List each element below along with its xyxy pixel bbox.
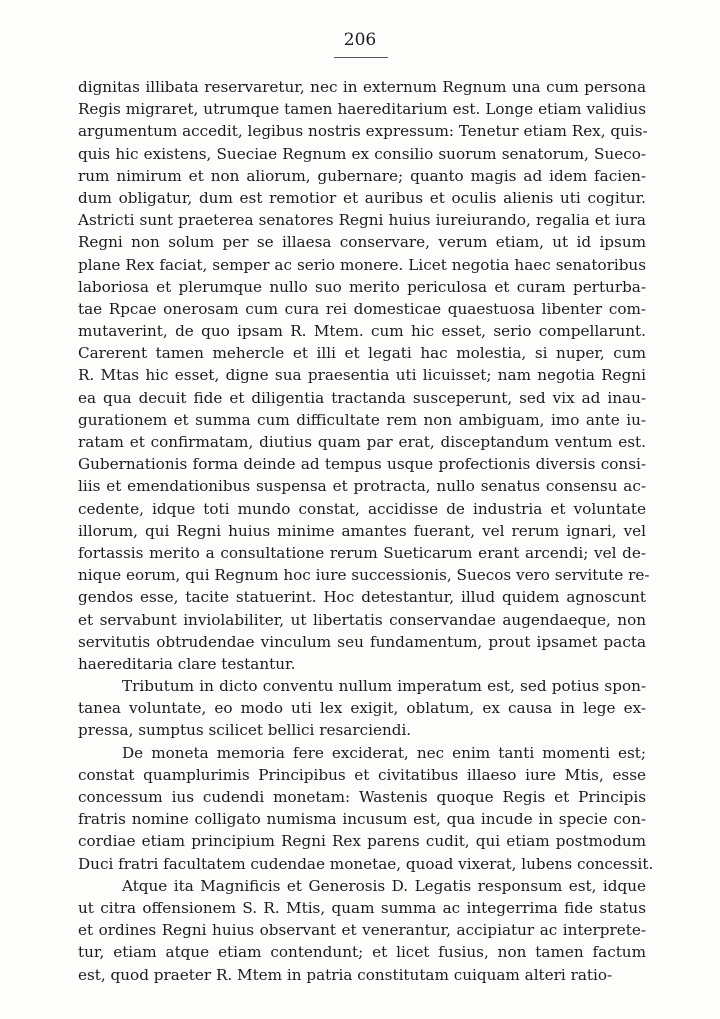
page-number-underline (334, 57, 388, 58)
text-line: tae Rpcae onerosam cum cura rei domesticae quaestuosa libenter com- (78, 299, 646, 318)
text-line: tanea voluntate, eo modo uti lex exigit, oblatum, ex causa in lege ex- (78, 699, 646, 718)
text-line: Gubernationis forma deinde ad tempus usque profectionis diversis consi- (78, 455, 646, 474)
text-line: ea qua decuit fide et diligentia tractanda susceperunt, sed vix ad inau- (78, 388, 646, 407)
text-line: dignitas illibata reservaretur, nec in externum Regnum una cum persona (78, 78, 646, 96)
text-line: tur, etiam atque etiam contendunt; et licet fusius, non tamen factum (78, 943, 646, 962)
text-line: est, quod praeter R. Mtem in patria constitutam cuiquam alteri ratio- (78, 965, 613, 984)
text-line: cordiae etiam principium Regni Rex parens cudit, qui etiam postmodum (78, 832, 646, 851)
text-line: R. Mtas hic esset, digne sua praesentia uti licuisset; nam negotia Regni (78, 366, 646, 385)
text-line: gurationem et summa cum difficultate rem non ambiguam, imo ante iu- (78, 410, 646, 429)
text-line: pressa, sumptus scilicet bellici resarciendi. (78, 721, 412, 740)
text-line: dum obligatur, dum est remotior et auribus et oculis alienis uti cogitur. (78, 188, 646, 207)
text-line: Regni non solum per se illaesa conservare, verum etiam, ut id ipsum (78, 233, 646, 252)
text-line: servitutis obtrudendae vinculum seu fundamentum, prout ipsamet pacta (78, 632, 646, 651)
text-line: et ordines Regni huius observant et venerantur, accipiatur ac interprete- (78, 921, 646, 940)
text-line: Regis migraret, utrumque tamen haereditarium est. Longe etiam validius (78, 100, 646, 119)
text-line: gendos esse, tacite statuerint. Hoc detestantur, illud quidem agnoscunt (78, 588, 646, 607)
page-number: 206 (343, 30, 377, 50)
text-line: rum nimirum et non aliorum, gubernare; quanto magis ad idem facien- (78, 166, 646, 185)
text-line: Duci fratri facultatem cudendae monetae, quoad vixerat, lubens concessit. (78, 854, 654, 873)
text-line: De moneta memoria fere exciderat, nec enim tanti momenti est; (122, 743, 646, 762)
text-line: cedente, idque toti mundo constat, accidisse de industria et voluntate (78, 499, 646, 518)
paragraph (78, 675, 646, 742)
text-line: haereditaria clare testantur. (78, 654, 296, 673)
text-line: constat quamplurimis Principibus et civitatibus illaeso iure Mtis, esse (78, 765, 646, 784)
text-line: mutaverint, de quo ipsam R. Mtem. cum hic esset, serio compellarunt. (78, 322, 646, 341)
text-line: argumentum accedit, legibus nostris expressum: Tenetur etiam Rex, quis- (78, 122, 648, 141)
text-line: liis et emendationibus suspensa et protracta, nullo senatus consensu ac- (78, 477, 646, 496)
paragraph (78, 76, 650, 675)
text-line: laboriosa et plerumque nullo suo merito periculosa et curam perturba- (78, 277, 646, 296)
text-line: plane Rex faciat, semper ac serio monere. Licet negotia haec senatoribus (78, 255, 646, 274)
text-line: illorum, qui Regni huius minime amantes fuerant, vel rerum ignari, vel (78, 521, 646, 540)
text-line: quis hic existens, Sueciae Regnum ex consilio suorum senatorum, Sueco- (78, 144, 646, 163)
paragraph (78, 742, 654, 875)
text-line: fortassis merito a consultatione rerum Sueticarum erant arcendi; vel de- (78, 543, 646, 562)
text-line: et servabunt inviolabiliter, ut libertatis conservandae augendaeque, non (78, 610, 646, 629)
paragraph (78, 875, 646, 986)
text-line: Carerent tamen mehercle et illi et legati hac molestia, si nuper, cum (78, 344, 646, 363)
body-text (78, 76, 654, 986)
text-line: Tributum in dicto conventu nullum imperatum est, sed potius spon- (122, 677, 646, 696)
text-line: nique eorum, qui Regnum hoc iure successionis, Suecos vero servitute re- (78, 566, 650, 585)
text-line: fratris nomine colligato numisma incusum est, qua incude in specie con- (78, 810, 646, 829)
text-line: Atque ita Magnificis et Generosis D. Legatis responsum est, idque (122, 876, 646, 895)
text-line: ratam et confirmatam, diutius quam par erat, disceptandum ventum est. (78, 433, 646, 451)
text-line: Astricti sunt praeterea senatores Regni huius iureiurando, regalia et iura (78, 211, 646, 230)
text-line: ut citra offensionem S. R. Mtis, quam summa ac integerrima fide status (78, 898, 646, 917)
text-line: concessum ius cudendi monetam: Wastenis quoque Regis et Principis (78, 788, 646, 806)
